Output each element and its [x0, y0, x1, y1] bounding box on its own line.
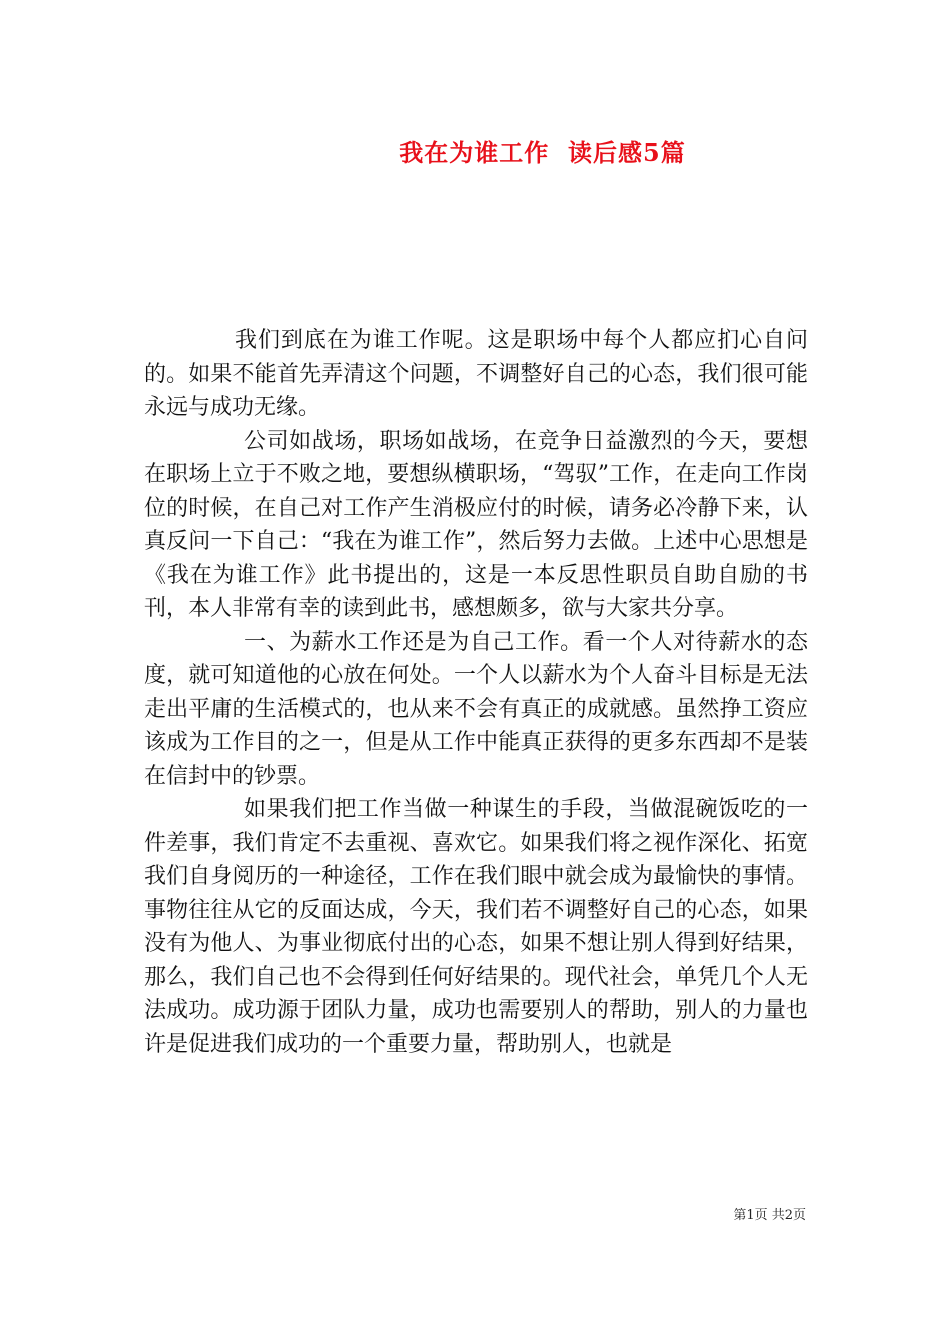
page-number: 第1页 共2页 — [733, 1208, 806, 1223]
document-title: 我在为谁工作 读后感5篇 — [399, 138, 686, 167]
paragraph-4: 如果我们把工作当做一种谋生的手段，当做混碗饭吃的一件差事，我们肯定不去重视、喜欢它。如果我们将之视作深化、拓宽我们自身阅历的一种途径，工作在我们眼中就会成为最愉快的事情。事物往往从它的反面达成，今天，我们若不调整好自己的心态，如果没有为他人、为事业彻底付出的心态，如果不想让别人得到好结果，那么，我们自己也不会得到任何好结果的。现代社会，单凭几个人无法成功。成功源于团队力量，成功也需要别人的帮助，别人的力量也许是促进我们成功的一个重要力量，帮助别人，也就是 — [144, 797, 808, 1057]
paragraph-1: 我们到底在为谁工作呢。这是职场中每个人都应扪心自问的。如果不能首先弄清这个问题，不调整好自己的心态，我们很可能永远与成功无缘。 — [144, 328, 808, 420]
paragraph-3: 一、为薪水工作还是为自己工作。看一个人对待薪水的态度，就可知道他的心放在何处。一个人以薪水为个人奋斗目标是无法走出平庸的生活模式的，也从来不会有真正的成就感。虽然挣工资应该成为工作目的之一，但是从工作中能真正获得的更多东西却不是装在信封中的钞票。 — [144, 629, 808, 789]
paragraph-2: 公司如战场，职场如战场，在竞争日益激烈的今天，要想在职场上立于不败之地，要想纵横职场，“驾驭”工作，在走向工作岗位的时候，在自己对工作产生消极应付的时候，请务必冷静下来，认真反问一下自己：“我在为谁工作”，然后努力去做。上述中心思想是《我在为谁工作》此书提出的，这是一本反思性职员自助自励的书刊，本人非常有幸的读到此书，感想颇多，欲与大家共分享。 — [144, 428, 808, 621]
document-body — [144, 324, 808, 1061]
